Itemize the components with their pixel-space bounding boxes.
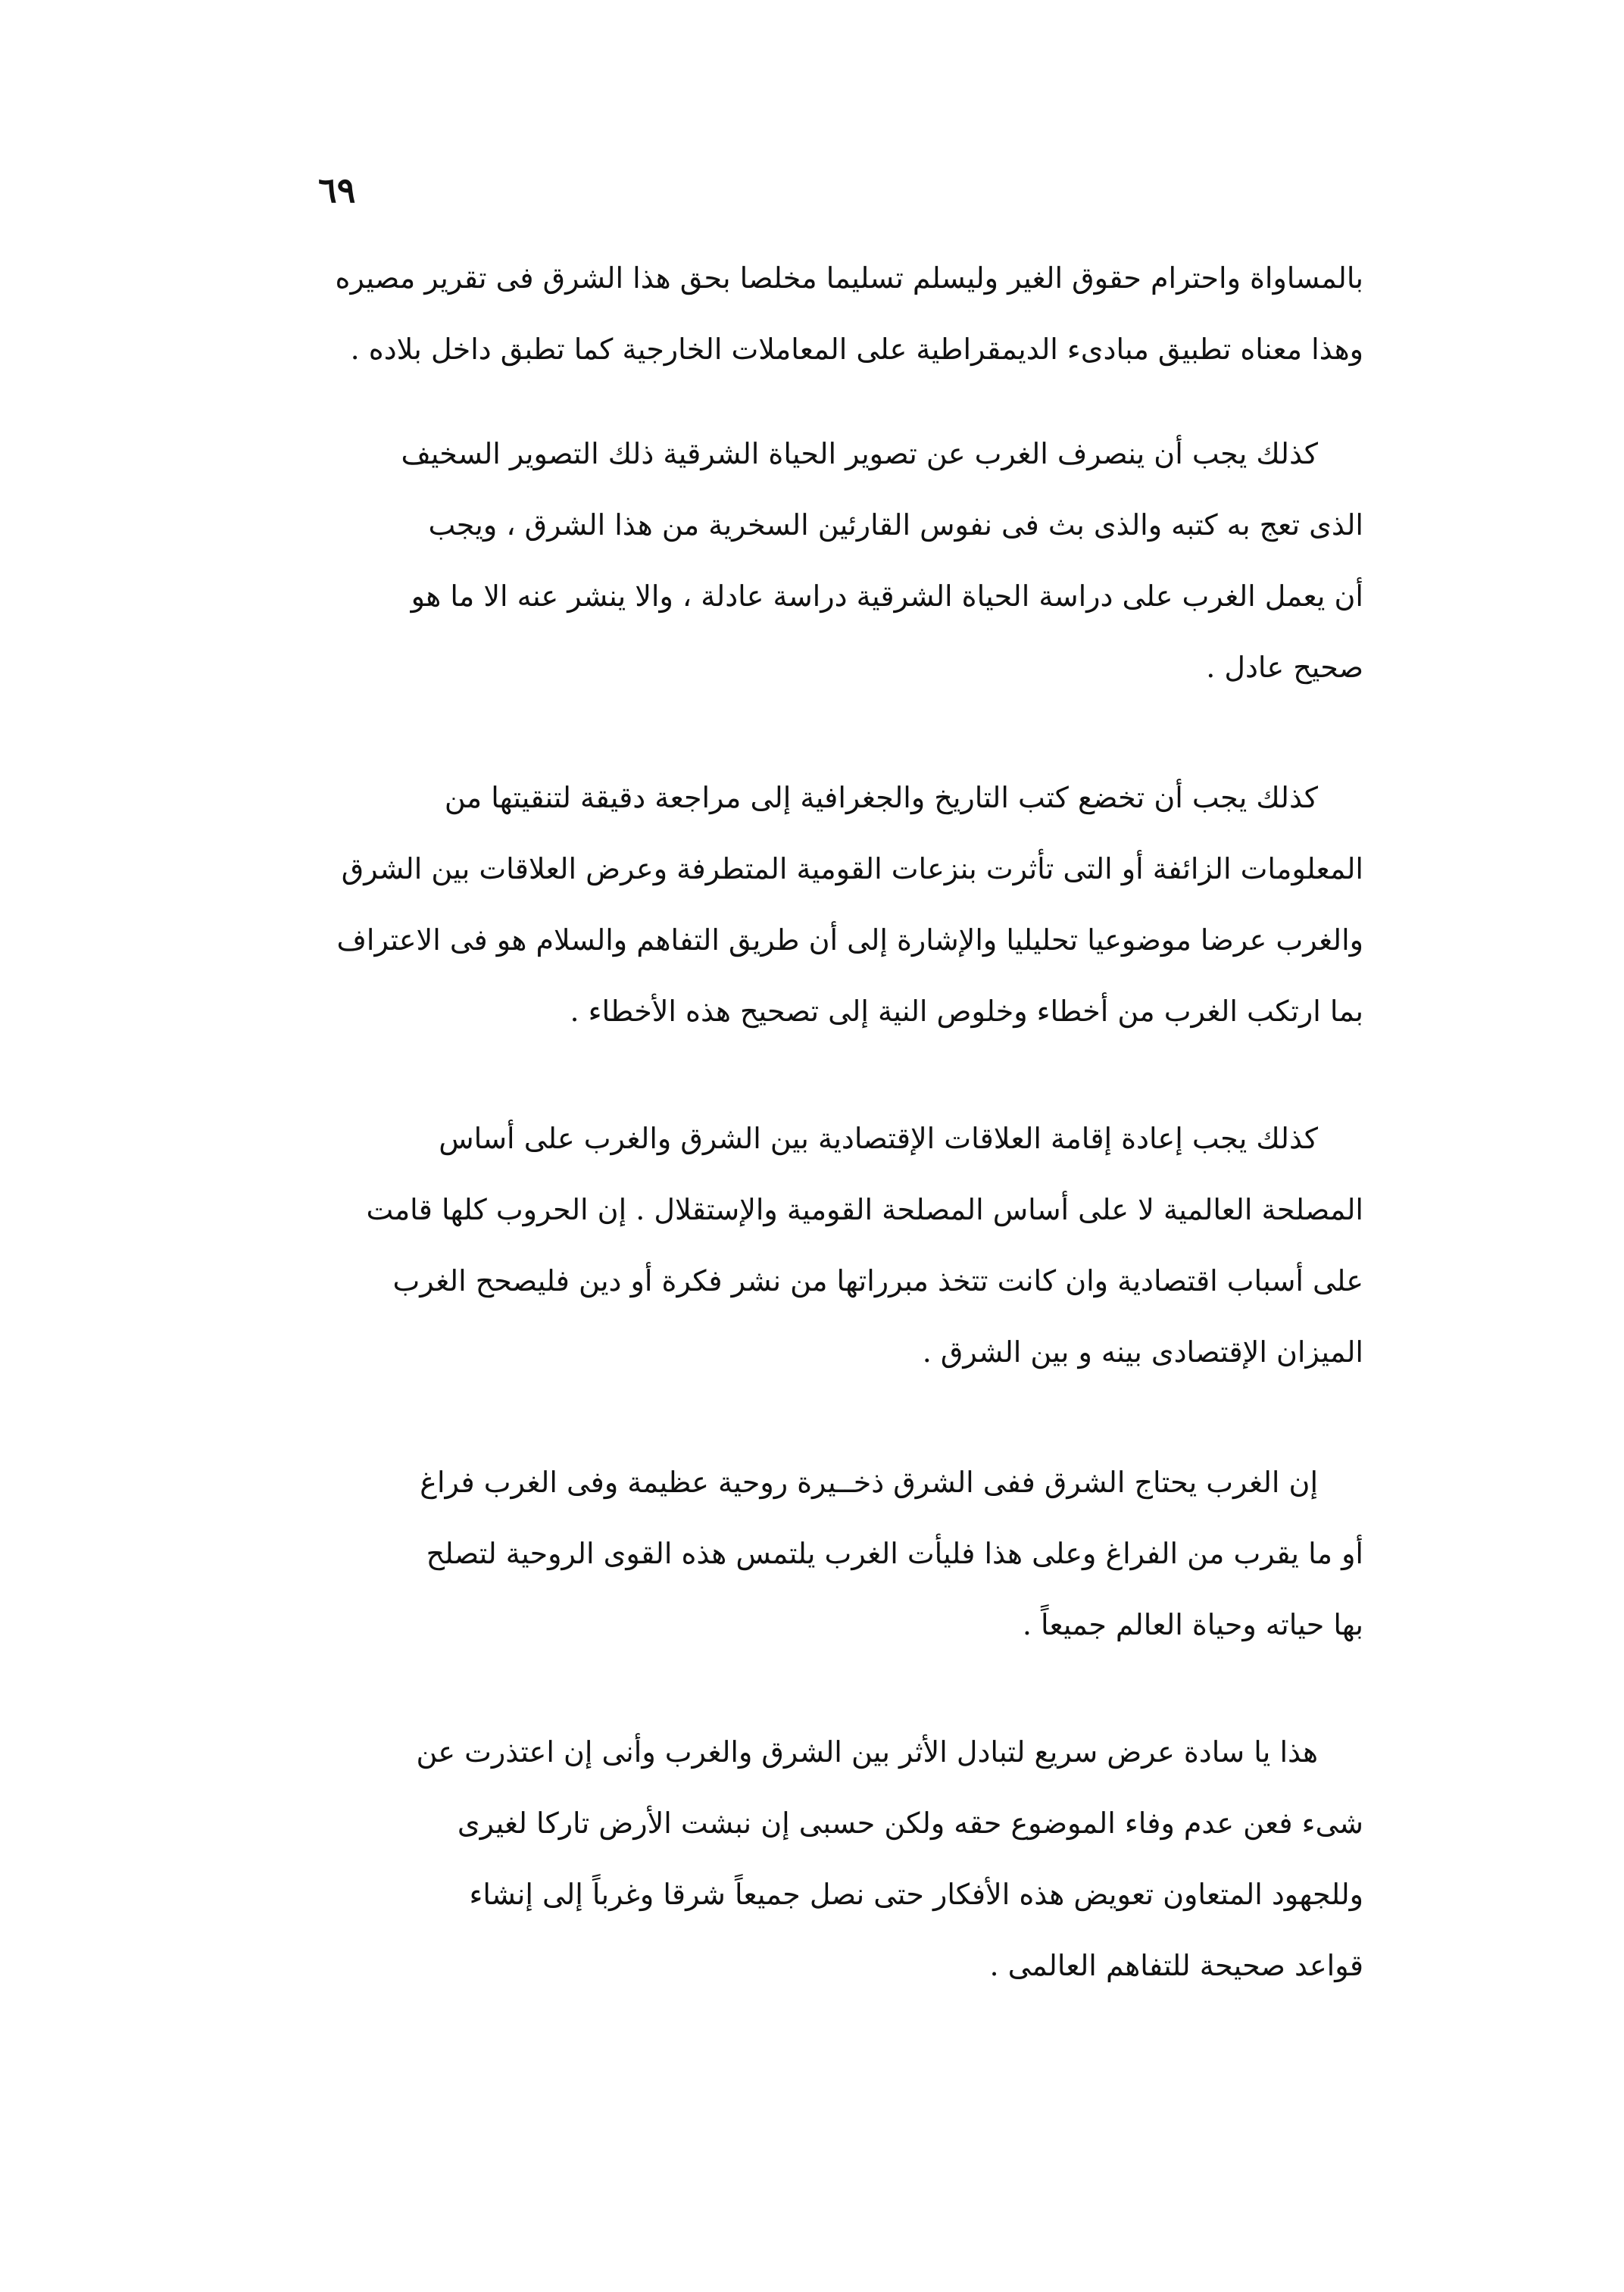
text-line: كذلك يجب أن ينصرف الغرب عن تصوير الحياة الشرقية ذلك التصوير السخيف [401, 437, 1318, 470]
paragraph [273, 1103, 1363, 1388]
paragraph [273, 762, 1363, 1047]
text-line: بالمساواة واحترام حقوق الغير وليسلم تسليما مخلصا بحق هذا الشرق فى تقرير مصيره [335, 261, 1363, 295]
text-line: الذى تعج به كتبه والذى بث فى نفوس القارئين السخرية من هذا الشرق ، ويجب [428, 508, 1363, 542]
paragraph [273, 1447, 1363, 1660]
paragraph [273, 418, 1363, 703]
text-line: على أسباب اقتصادية وان كانت تتخذ مبرراتها من نشر فكرة أو دين فليصحح الغرب [392, 1264, 1363, 1297]
text-line: الميزان الإقتصادى بينه و بين الشرق . [922, 1335, 1363, 1369]
text-line: قواعد صحيحة للتفاهم العالمى . [989, 1949, 1363, 1982]
paragraph [273, 1716, 1363, 2001]
text-line: هذا يا سادة عرض سريع لتبادل الأثر بين الشرق والغرب وأنى إن اعتذرت عن [416, 1735, 1318, 1769]
body-text [273, 242, 1363, 2056]
text-line: إن الغرب يحتاج الشرق ففى الشرق ذخــيرة روحية عظيمة وفى الغرب فراغ [420, 1466, 1318, 1499]
text-line: بها حياته وحياة العالم جميعاً . [1022, 1608, 1363, 1641]
text-line: صحيح عادل . [1206, 651, 1363, 684]
text-line: المعلومات الزائفة أو التى تأثرت بنزعات القومية المتطرفة وعرض العلاقات بين الشرق [341, 852, 1363, 885]
text-line: والغرب عرضا موضوعيا تحليليا والإشارة إلى أن طريق التفاهم والسلام هو فى الاعتراف [336, 923, 1363, 957]
text-line: كذلك يجب أن تخضع كتب التاريخ والجغرافية إلى مراجعة دقيقة لتنقيتها من [444, 781, 1318, 814]
text-line: بما ارتكب الغرب من أخطاء وخلوص النية إلى تصحيح هذه الأخطاء . [570, 995, 1363, 1028]
text-line: وهذا معناه تطبيق مبادىء الديمقراطية على المعاملات الخارجية كما تطبق داخل بلاده . [350, 333, 1363, 366]
text-line: وللجهود المتعاون تعويض هذه الأفكار حتى نصل جميعاً شرقا وغرباً إلى إنشاء [469, 1878, 1363, 1911]
text-line: المصلحة العالمية لا على أساس المصلحة القومية والإستقلال . إن الحروب كلها قامت [366, 1193, 1363, 1226]
text-line: كذلك يجب إعادة إقامة العلاقات الإقتصادية بين الشرق والغرب على أساس [439, 1122, 1318, 1155]
paragraph [273, 242, 1363, 385]
text-line: شىء فعن عدم وفاء الموضوع حقه ولكن حسبى إن نبشت الأرض تاركا لغيرى [457, 1806, 1363, 1840]
text-line: أو ما يقرب من الفراغ وعلى هذا فليأت الغرب يلتمس هذه القوى الروحية لتصلح [426, 1537, 1363, 1570]
page-number: ٦٩ [318, 170, 356, 211]
text-line: أن يعمل الغرب على دراسة الحياة الشرقية دراسة عادلة ، والا ينشر عنه الا ما هو [411, 579, 1363, 613]
